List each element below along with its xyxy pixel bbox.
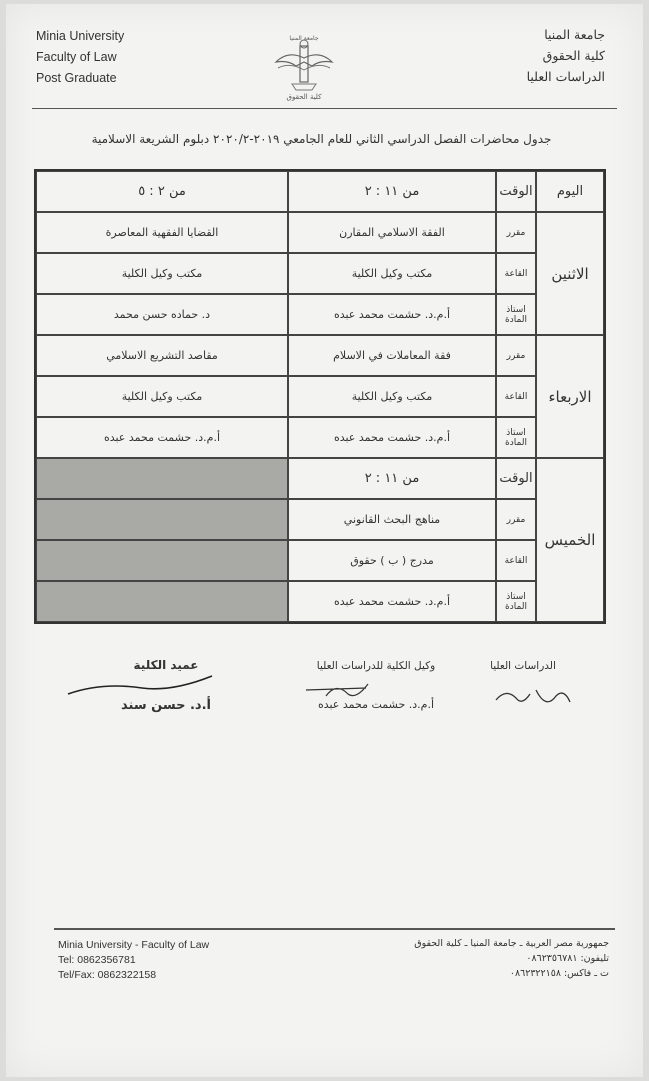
table-row: [36, 458, 604, 499]
wednesday-slot1-teacher: أ.م.د. حشمت محمد عبده: [288, 417, 496, 458]
row-type-hall: القاعة: [496, 376, 536, 417]
footer-ar-line-3: ت ـ فاكس: ٠٨٦٢٣٢٢١٥٨: [509, 968, 609, 979]
table-row: [36, 212, 604, 253]
header-slot-2: من ٢ : ٥: [36, 171, 288, 212]
footer-en-line-3: Tel/Fax: 0862322158: [58, 969, 157, 981]
row-type-teacher: استاذ المادة: [496, 417, 536, 458]
signature-vice-dean-title: وكيل الكلية للدراسات العليا: [316, 660, 436, 672]
signature-postgrad: [463, 660, 583, 672]
header-ar-line-2: كلية الحقوق: [542, 48, 605, 63]
wednesday-slot1-hall: مكتب وكيل الكلية: [288, 376, 496, 417]
header-arabic: [527, 24, 605, 87]
row-type-course: مقرر: [496, 212, 536, 253]
signature-vice-dean-scribble: [296, 676, 406, 706]
header-ar-line-1: جامعة المنيا: [544, 27, 605, 42]
monday-slot1-teacher: أ.م.د. حشمت محمد عبده: [288, 294, 496, 335]
thursday-empty-cell: [36, 540, 288, 581]
logo-bottom-text: كلية الحقوق: [286, 93, 322, 101]
footer-ar-line-2: تليفون: ٠٨٦٢٣٥٦٧٨١: [526, 953, 609, 964]
monday-slot1-course: الفقة الاسلامي المقارن: [288, 212, 496, 253]
wednesday-slot2-teacher: أ.م.د. حشمت محمد عبده: [36, 417, 288, 458]
signature-dean-name: أ.د. حسن سند: [121, 698, 211, 713]
monday-slot1-hall: مكتب وكيل الكلية: [288, 253, 496, 294]
signature-postgrad-title: الدراسات العليا: [490, 660, 556, 672]
university-logo: [268, 32, 340, 102]
row-type-course: مقرر: [496, 499, 536, 540]
table-row: [36, 335, 604, 376]
row-type-course: مقرر: [496, 335, 536, 376]
signature-postgrad-scribble: [486, 680, 576, 720]
row-type-hall: القاعة: [496, 253, 536, 294]
monday-slot2-teacher: د. حماده حسن محمد: [36, 294, 288, 335]
document-page: [6, 4, 643, 1077]
document-title: جدول محاضرات الفصل الدراسي الثاني للعام الجامعي ٢٠١٩-٢٠٢٠/٢ دبلوم الشريعة الاسلامية: [91, 132, 552, 146]
thursday-slot1-hall: مدرج ( ب ) حقوق: [288, 540, 496, 581]
day-wednesday: الاربعاء: [536, 335, 604, 458]
table-row: [36, 499, 604, 540]
table-row: [36, 581, 604, 622]
monday-slot2-hall: مكتب وكيل الكلية: [36, 253, 288, 294]
signature-dean-title: عميد الكلية: [133, 658, 199, 672]
header-en-line-2: Faculty of Law: [36, 50, 117, 64]
table-header-row: [36, 171, 604, 212]
thursday-empty-cell: [36, 581, 288, 622]
footer-ar-line-1: جمهورية مصر العربية ـ جامعة المنيا ـ كلية الحقوق: [414, 938, 609, 949]
wednesday-slot2-course: مقاصد التشريع الاسلامي: [36, 335, 288, 376]
header-divider: [32, 108, 617, 109]
header-en-line-3: Post Graduate: [36, 71, 117, 85]
thursday-empty-cell: [36, 499, 288, 540]
header-time: الوقت: [496, 171, 536, 212]
footer-english: [58, 938, 209, 983]
thursday-slot1-teacher: أ.م.د. حشمت محمد عبده: [288, 581, 496, 622]
day-monday: الاثنين: [536, 212, 604, 335]
footer-arabic: [414, 936, 609, 981]
logo-top-text: جامعة المنيا: [289, 35, 319, 42]
wednesday-slot2-hall: مكتب وكيل الكلية: [36, 376, 288, 417]
monday-slot2-course: القضايا الفقهية المعاصرة: [36, 212, 288, 253]
thursday-time-label: الوقت: [496, 458, 536, 499]
table-row: [36, 376, 604, 417]
table-row: [36, 253, 604, 294]
row-type-teacher: استاذ المادة: [496, 581, 536, 622]
thursday-empty-cell: [36, 458, 288, 499]
table-row: [36, 417, 604, 458]
row-type-hall: القاعة: [496, 540, 536, 581]
signature-vice-dean-name: أ.م.د. حشمت محمد عبده: [317, 698, 435, 711]
footer-en-line-2: Tel: 0862356781: [58, 954, 136, 966]
table-row: [36, 294, 604, 335]
signature-dean-scribble: [62, 668, 222, 702]
header-ar-line-3: الدراسات العليا: [526, 69, 605, 84]
thursday-slot1-course: مناهج البحث القانوني: [288, 499, 496, 540]
schedule-table: [34, 169, 606, 624]
footer-en-line-1: Minia University - Faculty of Law: [58, 939, 210, 951]
footer-divider: [54, 928, 615, 930]
header-en-line-1: Minia University: [36, 29, 125, 43]
day-thursday: الخميس: [536, 458, 604, 622]
thursday-slot1-time: من ١١ : ٢: [288, 458, 496, 499]
table-row: [36, 540, 604, 581]
header-english: [36, 26, 124, 89]
row-type-teacher: استاذ المادة: [496, 294, 536, 335]
wednesday-slot1-course: فقة المعاملات في الاسلام: [288, 335, 496, 376]
header-slot-1: من ١١ : ٢: [288, 171, 496, 212]
header-day: اليوم: [536, 171, 604, 212]
